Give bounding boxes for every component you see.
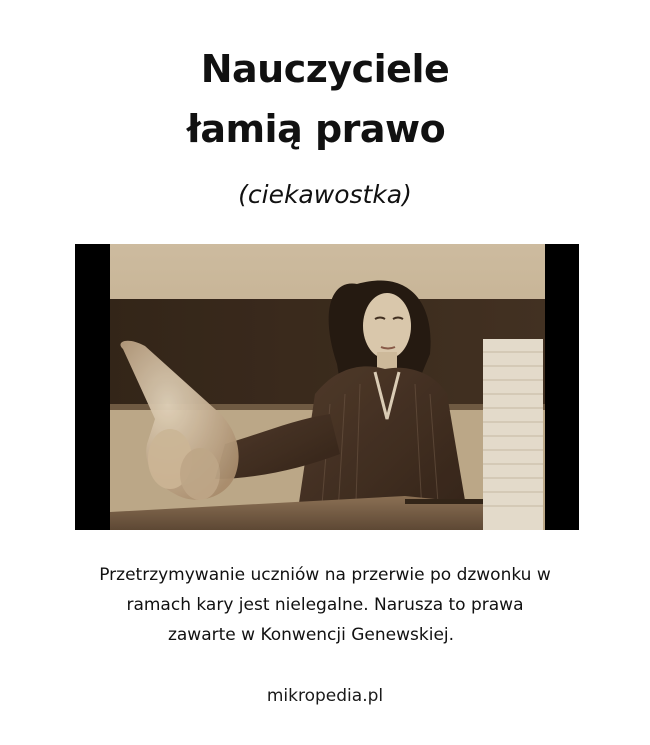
page-title-line-2: łamią prawo xyxy=(186,107,446,151)
caption xyxy=(0,560,650,650)
caption-line-3: zawarte w Konwencji Genewskiej. xyxy=(167,625,455,645)
caption-line-2: ramach kary jest nielegalne. Narusza to prawa xyxy=(126,595,524,615)
subtitle: (ciekawostka) xyxy=(238,180,412,209)
source-watermark: mikropedia.pl xyxy=(266,686,384,706)
teacher-pointing-photo xyxy=(75,244,579,530)
page-title-line-1: Nauczyciele xyxy=(200,47,450,91)
caption-line-1: Przetrzymywanie uczniów na przerwie po dzwonku w xyxy=(99,565,551,585)
photo-illustration xyxy=(75,244,579,530)
